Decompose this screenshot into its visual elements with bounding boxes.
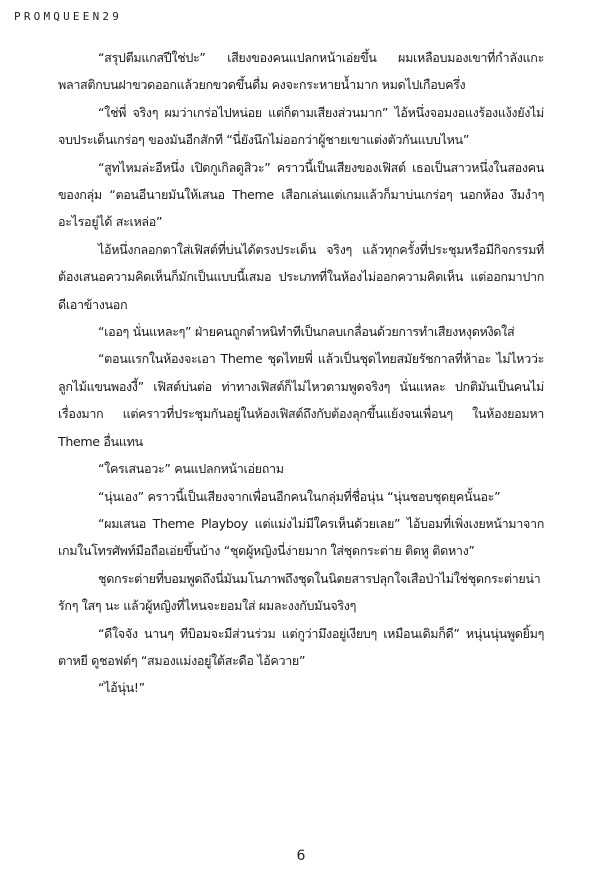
paragraph: “ใครเสนอวะ” คนแปลกหน้าเอ่ยถาม — [98, 461, 284, 477]
paragraph: “ตอนแรกในห้องจะเอา Theme ชุดไทยพี่ แล้วเป็นชุดไทยสมัยรัชกาลที่ห้าอะ ไม่ไหวว่ะ ลูกไม้แขนพองงี้” เฟิสต์บ่นต่อ ท่าทางเฟิสต์ก็ไม่ไหวตามพูดจริงๆ นั่นแหละ ปกติมันเป็นคนไม่เรื่องมาก แต่คราวที่ประชุมกันอยู่ในห้องเฟิสต์ถึงกับต้องลุกขึ้นแย้งจนเพื่อนๆ ในห้องยอมหา Theme อื่นแทน — [58, 351, 544, 449]
paragraph: “สรุปตีมแกสปีใช่ปะ” เสียงของคนแปลกหน้าเอ่ยขึ้น ผมเหลือบมองเขาที่กำลังแกะพลาสติกบนฝาขวดออกแล้วยกขวดขึ้นดื่ม คงจะกระหายน้ำมาก หมดไปเกือบครึ่ง — [58, 50, 544, 93]
paragraph: “ผมเสนอ Theme Playboy แต่แม่งไม่มีใครเห็นด้วยเลย” ไอ้บอมที่เพิ่งเงยหน้ามาจากเกมในโทรศัพท์มือถือเอ่ยขึ้นบ้าง “ชุดผู้หญิงนี่ง่ายมาก ใส่ชุดกระต่าย ติดหู ติดหาง” — [58, 515, 544, 559]
body-text — [58, 44, 544, 702]
paragraph: ชุดกระต่ายที่บอมพูดถึงนี่มันมโนภาพถึงชุดในนิตยสารปลุกใจเสือป่าไม่ใช่ชุดกระต่ายน่ารักๆ ใสๆ นะ แล้วผู้หญิงที่ไหนจะยอมใส่ ผมละงงกับมันจริงๆ — [58, 570, 541, 614]
paragraph: “ดีใจจัง นานๆ ทีบิอมจะมีส่วนร่วม แต่กูว่ามึงอยู่เงียบๆ เหมือนเดิมก็ดี” หนุ่นนุ่นพูดยิ้มๆ ตาหยี ดูชอฟต์ๆ “สมองแม่งอยู่ใต้สะดือ ไอ้ควาย” — [58, 625, 544, 668]
paragraph: “นุ่นเอง” คราวนี้เป็นเสียงจากเพื่อนอีกคนในกลุ่มที่ชื่อนุ่น “นุ่นชอบชุดยุคนั้นอะ” — [98, 488, 501, 504]
paragraph: “สูทไหมล่ะอีหนึ่ง เปิดกูเกิลดูสิวะ” คราวนี้เป็นเสียงของเฟิสต์ เธอเป็นสาวหนึ่งในสองคนของกลุ่ม “ตอนอีนายมันให้เสนอ Theme เสือกเล่นแต่เกมแล้วก็มาบ่นเกร่อๆ นอกห้อง งึมงำๆ อะไรอยู่ได้ สะเหล่อ” — [58, 159, 544, 230]
paragraph: ไอ้หนึ่งกลอกตาใส่เฟิสต์ที่บ่นได้ตรงประเด็น จริงๆ แล้วทุกครั้งที่ประชุมหรือมีกิจกรรมที่ต้องเสนอความคิดเห็นก็มักเป็นแบบนี้เสมอ ประเภทที่ในห้องไม่ออกความคิดเห็น แต่ออกมาปากดีเอาข้างนอก — [58, 241, 544, 312]
page-number: 6 — [296, 848, 306, 864]
paragraph: “ใช่พี่ จริงๆ ผมว่าเกร่อไปหน่อย แต่ก็ตามเสียงส่วนมาก” ไอ้หนึ่งจอมงอแงร้องแง้งยังไม่จบประเด็นเกร่อๆ ของมันอีกสักที “นี่ยังนึกไม่ออกว่าผู้ชายเขาแต่งตัวกันแบบไหน” — [58, 104, 544, 148]
paragraph: “เออๆ นั่นแหละๆ” ฝ่ายคนถูกตำหนิทำทีเป็นกลบเกลื่อนด้วยการทำเสียงหงุดหงิดใส่ — [98, 324, 515, 340]
paragraph: “ไอ้นุ่น!” — [98, 680, 145, 696]
running-header: PROMQUEEN29 — [14, 10, 123, 23]
